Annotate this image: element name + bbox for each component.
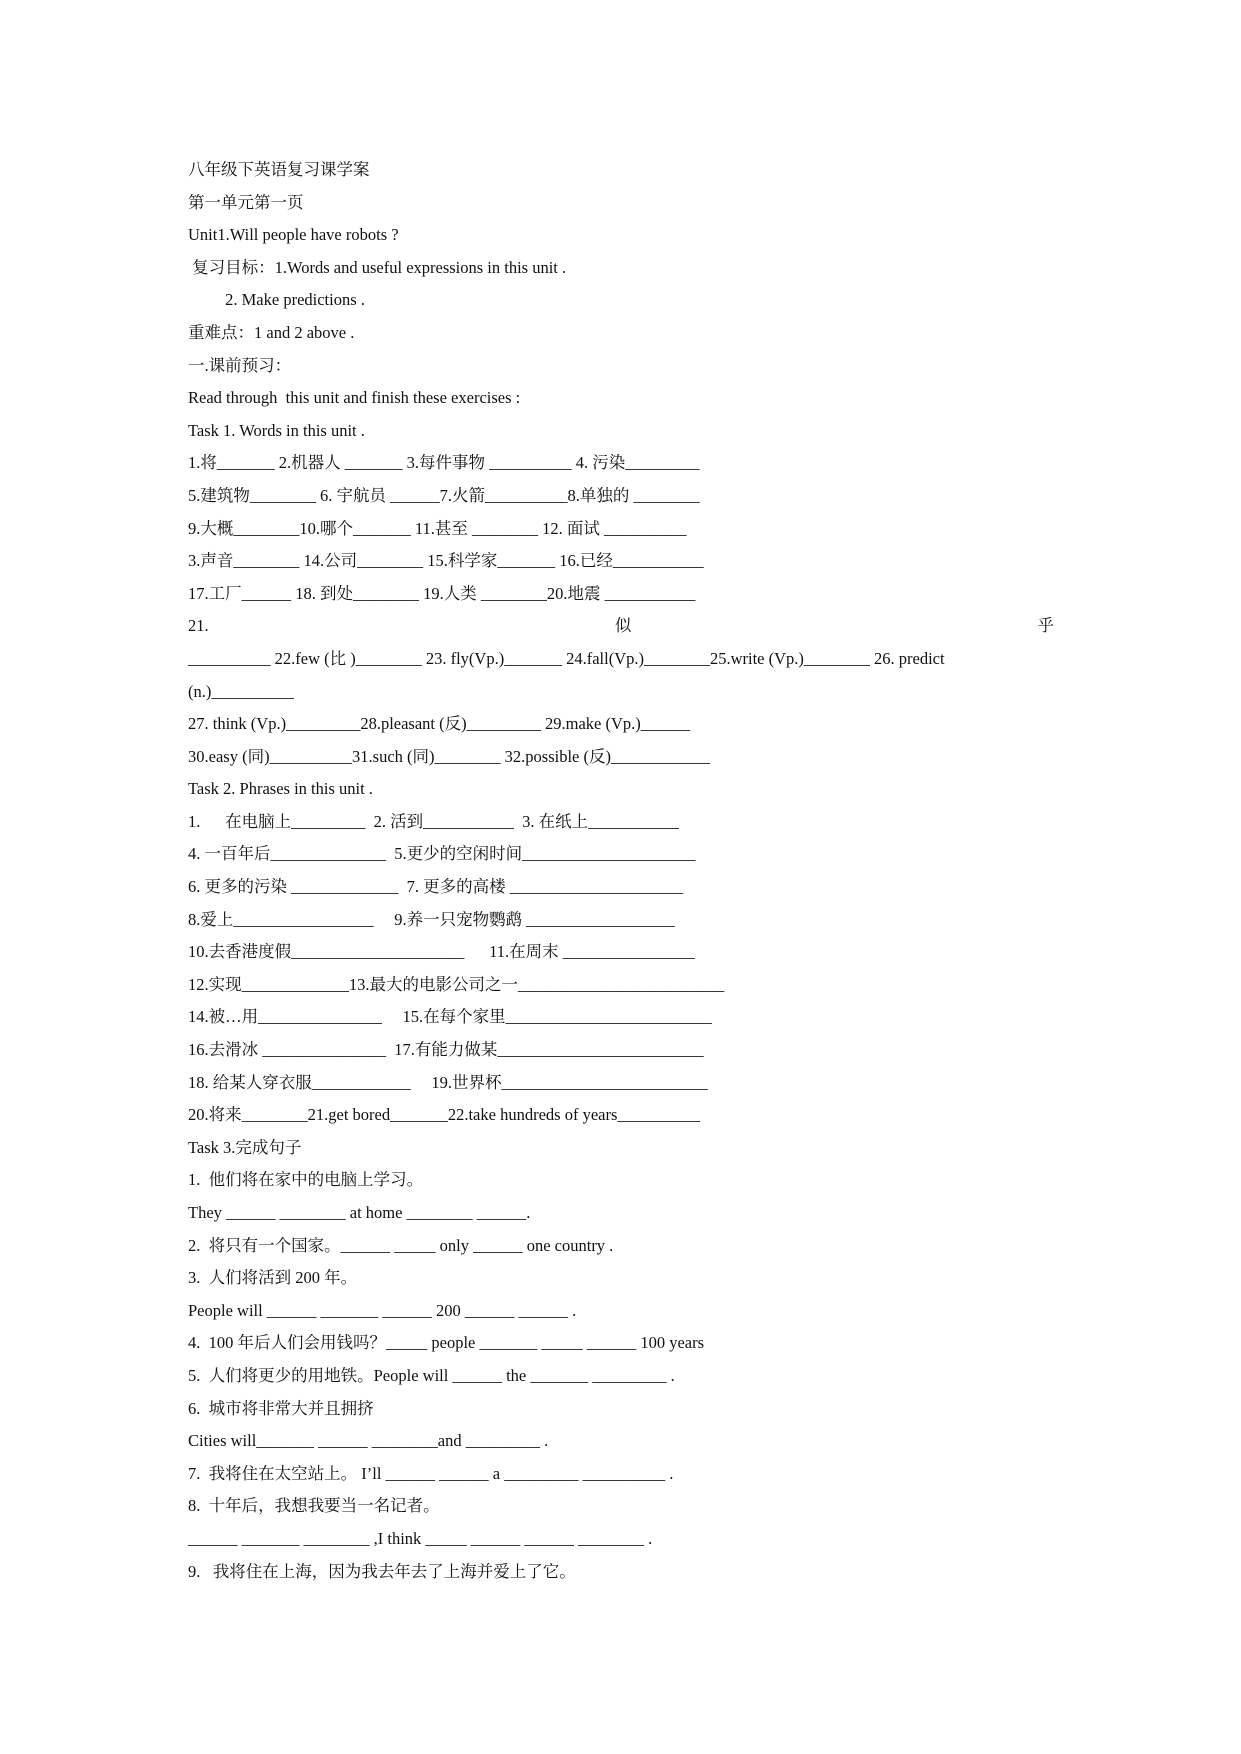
task1-line-21: [188, 610, 1054, 643]
task1-line-21-char1: 似: [614, 616, 632, 636]
task3-line: 2. 将只有一个国家。______ _____ only ______ one country .: [188, 1235, 614, 1255]
task1-line: __________ 22.few (比 )________ 23. fly(Vp.)_______ 24.fall(Vp.)________25.write (Vp.)________ 26. predict: [188, 648, 945, 668]
task2-title: Task 2. Phrases in this unit .: [188, 779, 373, 799]
task1-line: 17.工厂______ 18. 到处________ 19.人类 ________20.地震 ___________: [188, 583, 696, 603]
worksheet: [188, 154, 1058, 1588]
task1-title: Task 1. Words in this unit .: [188, 420, 365, 440]
task3-line: People will ______ _______ ______ 200 ______ ______ .: [188, 1300, 577, 1320]
task1-line-21-number: 21.: [188, 616, 209, 636]
task2-line: 14.被…用_______________ 15.在每个家里_________________________: [188, 1007, 712, 1027]
task3-line: 1. 他们将在家中的电脑上学习。: [188, 1170, 424, 1190]
review-goal-1: 复习目标：1.Words and useful expressions in this unit .: [188, 257, 567, 277]
task3-line: Cities will_______ ______ ________and _________ .: [188, 1431, 549, 1451]
task2-line: 4. 一百年后______________ 5.更少的空闲时间_____________________: [188, 844, 696, 864]
task3-line: 7. 我将住在太空站上。 I’ll ______ ______ a _________ __________ .: [188, 1463, 674, 1483]
task2-line: 12.实现_____________13.最大的电影公司之一_________________________: [188, 974, 725, 994]
task1-line: 3.声音________ 14.公司________ 15.科学家_______ 16.已经___________: [188, 551, 704, 571]
task1-line: 27. think (Vp.)_________28.pleasant (反)_________ 29.make (Vp.)______: [188, 714, 691, 734]
task3-line: 9. 我将住在上海，因为我去年去了上海并爱上了它。: [188, 1561, 576, 1581]
task3-line: 5. 人们将更少的用地铁。People will ______ the _______ _________ .: [188, 1365, 675, 1385]
task2-line: 8.爱上_________________ 9.养一只宠物鹦鹉 __________________: [188, 909, 675, 929]
section-preview-heading: 一.课前预习：: [188, 355, 292, 375]
task1-line: 30.easy (同)__________31.such (同)________ 32.possible (反)____________: [188, 746, 710, 766]
task1-line: 9.大概________10.哪个_______ 11.甚至 ________ 12. 面试 __________: [188, 518, 687, 538]
task2-line: 1. 在电脑上_________ 2. 活到___________ 3. 在纸上___________: [188, 811, 679, 831]
task3-line: 8. 十年后，我想我要当一名记者。: [188, 1496, 440, 1516]
task3-line: 4. 100 年后人们会用钱吗？_____ people _______ _____ ______ 100 years: [188, 1333, 705, 1353]
task3-line: 3. 人们将活到 200 年。: [188, 1268, 358, 1288]
worksheet-title: 八年级下英语复习课学案: [188, 160, 370, 179]
task3-line: ______ _______ ________ ,I think _____ ______ ______ ________ .: [188, 1528, 653, 1548]
task1-line: 1.将_______ 2.机器人 _______ 3.每件事物 __________ 4. 污染_________: [188, 453, 700, 473]
task2-line: 20.将来________21.get bored_______22.take hundreds of years__________: [188, 1105, 700, 1125]
task2-line: 6. 更多的污染 _____________ 7. 更多的高楼 _____________________: [188, 877, 683, 897]
task1-line: (n.)__________: [188, 681, 294, 701]
task3-title: Task 3.完成句子: [188, 1137, 302, 1157]
task2-line: 18. 给某人穿衣服____________ 19.世界杯_________________________: [188, 1072, 708, 1092]
task3-line: They ______ ________ at home ________ ______.: [188, 1203, 531, 1222]
instruction: Read through this unit and finish these exercises :: [188, 388, 521, 408]
key-points: 重难点：1 and 2 above .: [188, 322, 355, 342]
task2-line: 16.去滑冰 _______________ 17.有能力做某_________________________: [188, 1040, 704, 1060]
task2-line: 10.去香港度假_____________________ 11.在周末 ________________: [188, 942, 695, 962]
task3-line: 6. 城市将非常大并且拥挤: [188, 1398, 374, 1418]
review-goal-2: 2. Make predictions .: [188, 290, 365, 310]
unit-title: Unit1.Will people have robots ?: [188, 225, 399, 245]
task1-line: 5.建筑物________ 6. 宇航员 ______7.火箭__________8.单独的 ________: [188, 485, 700, 505]
page-label: 第一单元第一页: [188, 192, 304, 212]
task1-line-21-char2: 乎: [1037, 616, 1054, 636]
